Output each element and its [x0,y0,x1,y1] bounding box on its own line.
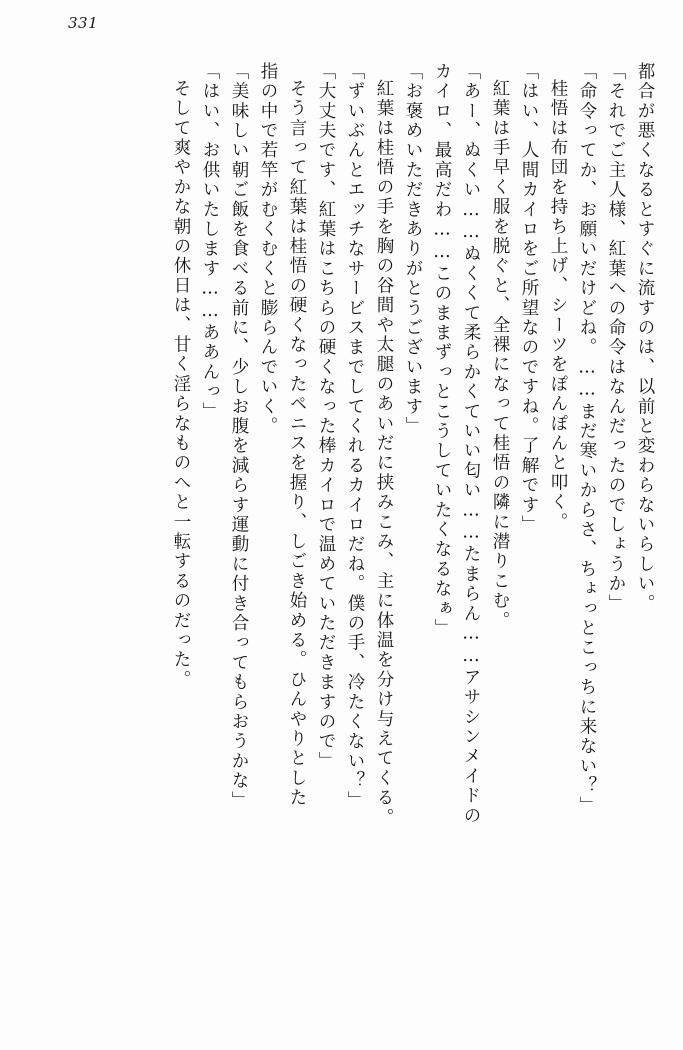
text-line: 「命令ってか、お願いだけどね。……まだ寒いからさ、ちょっとこっちに来ない？」 [577,62,597,816]
text-line: 都合が悪くなるとすぐに流すのは、以前と変わらないらしい。 [635,62,655,614]
text-line: 紅葉は桂悟の手を胸の谷間や太腿のあいだに挟みこみ、主に体温を分け与えてくる。 [374,79,394,828]
text-line: 「お褒めいただきありがとうございます」 [403,62,423,437]
text-line: 「大丈夫です、紅葉はこちらの硬くなった棒カイロで温めていただきますので」 [316,62,336,772]
vertical-text-body [28,62,653,1012]
page-number: 331 [68,14,99,32]
text-line: 「美味しい朝ご飯を食べる前に、少しお腹を減らす運動に付き合ってもらおうかな」 [229,62,249,811]
text-line: そう言って紅葉は桂悟の硬くなったペニスを握り、しごき始める。ひんやりとした [287,79,307,808]
text-line: 指の中で若竿がむくむくと膨らんでいく。 [258,62,278,437]
text-line: 桂悟は布団を持ち上げ、シーツをぽんぽんと叩く。 [548,79,568,533]
text-line: 「はい、人間カイロをご所望なのですね。了解です」 [519,62,539,535]
text-line: 「それでご主人様、紅葉への命令はなんだったのでしょうか」 [606,62,626,614]
text-line: 「ずいぶんとエッチなサービスまでしてくれるカイロだね。僕の手、冷たくない？」 [345,62,365,811]
text-line: 紅葉は手早く服を脱ぐと、全裸になって桂悟の隣に潜りこむ。 [490,79,510,631]
text-line: 「はい、お供いたします……ああんっ」 [200,62,220,422]
text-line: カイロ、最高だわ……このままずっとこうしていたくなるなぁ」 [432,62,452,639]
text-line: 「あー、ぬくい……ぬくくて柔らかくていい匂い……たまらん……アサシンメイドの [461,62,481,826]
text-line: そして爽やかな朝の休日は、甘く淫らなものへと一転するのだった。 [171,79,191,690]
